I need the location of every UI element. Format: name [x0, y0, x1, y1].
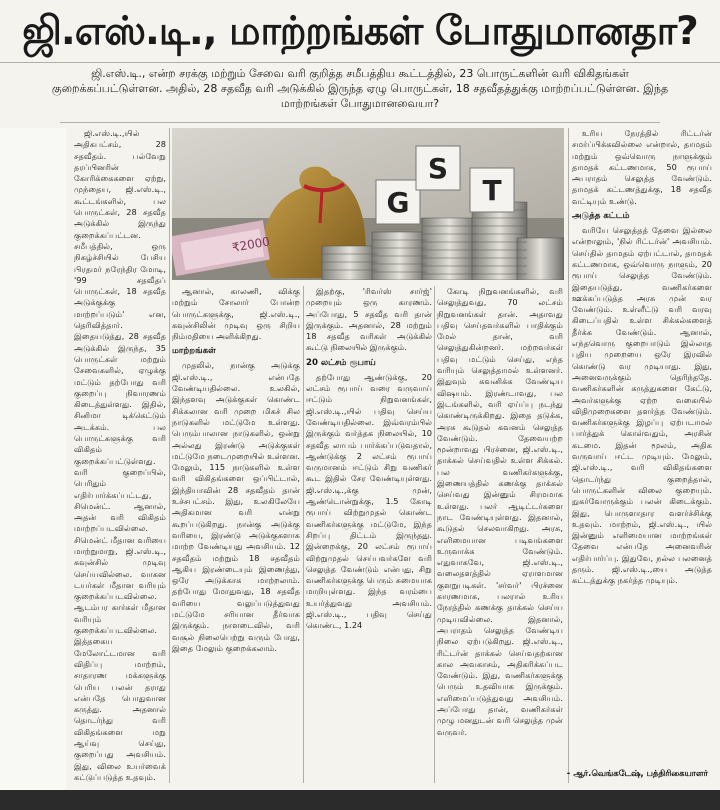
t-letter: T	[482, 174, 502, 207]
standfirst-divider	[60, 122, 660, 123]
column-1	[74, 128, 166, 783]
column-4	[437, 286, 563, 782]
column-2-intro: ஆனால், காலணி, விக்கு மற்றும் சோலார் போன்ற பொருட்களுக்கு, ஜி.எஸ்.டி., கவுன்சிலின் முடிவு ஒரு சிறிய நிம்மதியை அளிக்கிறது.	[172, 286, 300, 342]
column-5	[572, 128, 712, 783]
standfirst: ஜி.எஸ்.டி., என்ற சரக்கு மற்றும் சேவை வரி குறித்த சமீபத்திய கூட்டத்தில், 23 பொருட்களின் வரி விகிதங்கள் குறைக்கப்பட்டுள்ளன. அதில், 28 சதவீத வரி அடுக்கில் இருந்த ஏழு பொருட்கள், 18 சதவீதத்துக்கு மாற்றப்பட்டுள்ளன. இந்த மாற்றங்கள் போதுமானவையா?	[51, 67, 669, 110]
s-letter: S	[427, 152, 449, 185]
column-rule	[303, 286, 304, 783]
column-4-text: கோடி நிறுவனங்களில், வரி செலுத்துவது, 70 லட்சம் நிறுவனங்கள் தான். அதாவது பதிவு செய்தவர்களில் பாதிக்கும் மேல் தான், வரி செலுத்துகின்றனர். மற்றவர்கள் பதிவு மட்டும் செய்து, எந்த வரியும் செலுத்தாமல் உள்ளனர். இதுவும் கவனிக்க வேண்டிய விஷயம். இரண்டாவது, பல இடங்களில், வரி ஏய்ப்பு நடந்து கொண்டிருக்கிறது. இதை தடுக்க, அரசு கூடுதல் கவனம் செலுத்த வேண்டும். தேவையற்ற மூன்றாவது பிரச்னை, ஜி.எஸ்.டி., தாக்கல் செய்வதில் உள்ள சிக்கல். பல வணிகர்களுக்கு, இணையத்தில் கணக்கு தாக்கல் செய்வது இன்னும் சிரமமாக உள்ளது. பலர் ஆடிட்டர்களை நாட வேண்டியுள்ளது. இதனால், கூடுதல் செலவாகிறது. அரசு, எளிமையான படிவங்களை உருவாக்க வேண்டும். எதுவாகவே, ஜி.எஸ்.டி., வலைதளத்தில் ஏராளமான குளறுபடிகள். 'சர்வர்' பிரச்னை காரணமாக, பலரால் உரிய நேரத்தில் கணக்கு தாக்கல் செய்ய முடியவில்லை. இதனால், அபராதம் செலுத்த வேண்டிய நிலை ஏற்படுகிறது. ஜி.எஸ்.டி., ரிட்டர்ன் தாக்கல் செய்வதற்கான கால அவகாசம், அதிகரிக்கப்பட வேண்டும். இது, வணிகர்களுக்கு பெரும் உதவியாக இருக்கும். எளிமைப்படுத்துவது அவசியம். அப்போது தான், வணிகர்கள் முழு மனதுடன் வரி செலுத்த முன் வருவர்.	[437, 286, 563, 737]
column-3	[306, 286, 432, 782]
column-rule	[568, 128, 569, 783]
headline-divider	[0, 62, 720, 63]
author-signature: - ஆர்.வெங்கடேஷ், பத்திரிகையாளர்	[566, 768, 708, 778]
subheading-changes: மாற்றங்கள்	[172, 346, 216, 357]
column-2-text: முதலில், நான்கு அடுக்கு ஜி.எஸ்.டி., என்பதே வேண்டியதில்லை. உலகில், இந்தளவு அடுக்குகள் கொண்ட சிக்கலான வரி முறை மிகச் சில நாடுகளில் மட்டுமே உள்ளது. பெரும்பாலான நாடுகளில், ஒன்று அல்லது இரண்டு அடுக்குகள் மட்டுமே நடைமுறையில் உள்ளன. மேலும், 115 நாடுகளில் உள்ள வரி விகிதங்களை ஒப்பிட்டால், இந்தியாவின் 28 சதவீதம் தான் உச்சபட்சம். இது, உலகிலேயே அதிகமான வரி என்று கூறப்படுகிறது. நான்கு அடுக்கு வரியை, இரண்டு அடுக்குகளாக மாற்ற வேண்டியது அவசியம். 12 சதவீதம் மற்றும் 18 சதவீதம் ஆகிய இரண்டையும் இணைத்து, ஒரே அடுக்காக மாற்றலாம். தற்போது மோதுவது, 18 சதவீத வரியை வலுப்படுத்துவது மட்டுமே சரியான தீர்வாக இருக்கும். நாளடைவில், வரி வசூல் நிலைபெற்று வரும் போது, இதை மேலும் குறைக்கலாம்.	[172, 360, 300, 653]
subheading-next-step: அடுத்த கட்டம்	[572, 211, 630, 222]
page-bottom-strip	[0, 790, 720, 810]
column-2	[172, 286, 300, 782]
column-3-intro: இதற்கு, 'ரிவர்ஸ் சார்ஜ்' முறையும் ஒரு காரணம். அப்போது, 5 சதவீத வரி தான் இருக்கும். அதனால், 28 மற்றும் 18 சதவீத வரிகள் அடுக்கில் கூட்டு நிலையில் இருக்கும்.	[306, 286, 432, 353]
currency-note-label: ₹2000	[230, 234, 271, 255]
headline: ஜி.எஸ்.டி., மாற்றங்கள் போதுமானதா?	[22, 9, 698, 54]
column-rule	[169, 128, 170, 783]
column-rule	[434, 286, 435, 783]
page-left-margin	[0, 128, 66, 790]
column-5-intro: உரிய நேரத்தில் ரிட்டர்ன் சமர்ப்பிக்கவில்லை என்றால், தாமதம் மற்றும் ஒவ்வொரு நாளுக்கும் தாமதக் கட்டணமாக, 50 ரூபாய் அபராதம் செலுத்த வேண்டும். தாமதக் கட்டணத்துக்கு, 18 சதவீத வட்டியும் உண்டு.	[572, 128, 712, 206]
column-5-text: வரியே செலுத்தத் தேவை இல்லை என்றாலும், 'நில் ரிட்டர்ன்' அவசியம். செய்தில் தாமதம் ஏற்பட்டால், தாமதக் கட்டணமாக, ஒவ்வொரு நாளும், 20 ரூபாய் செலுத்த வேண்டும். இதையடுத்து, வணிகர்களை ஊக்கப்படுத்த அரசு முன் வர வேண்டும். உள்ளீட்டு வரி வரவு கிடைப்பதில் உள்ள சிக்கல்களைத் தீர்க்க வேண்டும். ஆனால், எந்தவொரு குறைபாடும் இல்லாத புதிய முறையை ஒரே இரவில் கொண்டு வர முடியாது. இது, அனைவருக்கும் தெரிந்ததே. வணிகர்களின் கருத்துகளை கேட்டு, அவர்களுக்கு ஏற்ற வகையில் விதிமுறைகளை தளர்த்த வேண்டும். வணிகர்களுக்கு இழப்பு ஏற்படாமல் பார்த்துக் கொள்வதும், அரசின் கடமை. இதன் மூலம், அதிக வருவாய் ஈட்ட முடியும். மேலும், ஜி.எஸ்.டி., வரி விகிதங்களை தொடர்ந்து குறைத்தால், பொருட்களின் விலை குறையும். நுகர்வோருக்கும் பலன் கிடைக்கும். இது, பொருளாதார வளர்ச்சிக்கு உதவும். மாற்றம், ஜி.எஸ்.டி., யில் இன்னும் எளிமையான மாற்றங்கள் தேவை என்பதே அனைவரின் எதிர்பார்ப்பு. இதுவே, நல்ல பலனைத் தரும். ஜி.எஸ்.டி.,யை அடுத்த கட்டத்துக்கு நகர்த்த முடியும்.	[572, 225, 712, 586]
gst-coins-illustration	[172, 128, 564, 280]
subheading-20-lakh: 20 லட்சம் ரூபாய்	[306, 357, 376, 368]
g-letter: G	[386, 186, 410, 219]
gst-coins-photo	[172, 128, 564, 280]
column-1-text: ஜி.எஸ்.டி.,யில் அதிகபட்சம், 28 சதவீதம். பல்வேறு தரப்பினரின் கோரிக்கைகளை ஏற்று, முந்தைய, ஜி.எஸ்.டி., கூட்டங்களில், பல பொருட்கள், 28 சதவீத அடுக்கில் இருந்து குறைக்கப்பட்டன. சமீபத்தில், ஒரு நிகழ்ச்சியில் பேசிய பிரதமர் நரேந்திர மோடி, '99 சதவீதப் பொருட்கள், 18 சதவீத அடுக்குக்கு மாற்றப்படும்' என, தெரிவித்தார். இதையடுத்து, 28 சதவீத அடுக்கில் இருந்த, 35 பொருட்கள் மற்றும் சேவைகளில், ஏழுக்கு மட்டும் தற்போது வரி குறைப்பு நிவாரணம் கிடைத்துள்ளது. இதில், சினிமா டிக்கெட்டும் அடக்கம். பல பொருட்களுக்கு வரி விகிதம் குறைக்கப்பட்டுள்ளது. வரி குறைப்பில், பெரிதும் எதிர்பார்க்கப்பட்டது, சிமென்ட். ஆனால், அதன் வரி விகிதம் மாற்றப்படவில்லை. சிமென்ட் மீதான வரியை மாற்றுமாறு, ஜி.எஸ்.டி., கவுன்சில் முடிவு செய்யவில்லை. வாகன டயர்கள் மீதான வரியும் குறைக்கப்படவில்லை. ஆடம்பர கார்கள் மீதான வரியும் குறைக்கப்படவில்லை. இத்தகைய மேலோட்டமான வரி விதிப்பு மாற்றம், சாதாரண மக்களுக்கு பெரிய பலன் தராது என்பதே பொதுவான கருத்து. அதனால் தொடர்ந்து வரி விகிதங்களை மறு ஆய்வு செய்து, குறைப்பது அவசியம். இது, விலை உயர்வைக் கட்டுப்படுத்த உதவும்.	[74, 128, 166, 782]
column-3-text: தற்போது ஆண்டுக்கு, 20 லட்சம் ரூபாய் வரை வருவாய் ஈட்டும் நிறுவனங்கள், ஜி.எஸ்.டி.,யில் பதிவு செய்ய வேண்டியதில்லை. இவ்வரம்பில் இருக்கும் வர்த்தக நிலையில், 10 சதவீத லாபம் பார்க்கப்படுவதால், ஆண்டுக்கு 2 லட்சம் ரூபாய் வருமானம் ஈட்டும் சிறு வணிகர் கூட இதில் சேர வேண்டியுள்ளது. ஜி.எஸ்.டி.,க்கு முன், ஆண்டொன்றுக்கு, 1.5 கோடி ரூபாய் விற்றுமுதல் கொண்ட வணிகர்களுக்கு மட்டுமே, இந்த சிறப்பு திட்டம் இருந்தது. இன்றைக்கு, 20 லட்சம் ரூபாய் விற்றுமுதல் செய்பவர்களே வரி செலுத்த வேண்டும் என்பது, சிறு வணிகர்களுக்கு பெரும் சுமையாக மாறியுள்ளது. இந்த வரம்பை உயர்த்துவது அவசியம். ஜி.எஸ்.டி., பதிவு செய்து கொண்ட, 1.24	[306, 371, 432, 631]
